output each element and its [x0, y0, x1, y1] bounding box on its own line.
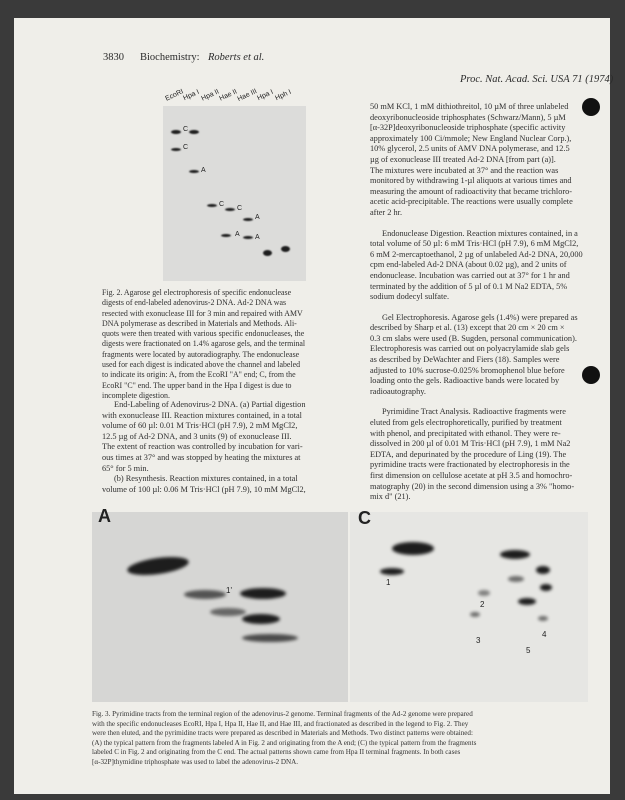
- tract-spot: [240, 588, 286, 599]
- right-column-text: 50 mM KCl, 1 mM dithiothreitol, 10 µM of three unlabeled deoxyribonucleoside triphosphates (Schwarz/Mann), 5 µM [α-32P]deoxyribonucleoside triphosphate (specific activity approximately 100 Ci/mmole; New England Nuclear Corp.), 10% glycerol, 2.5 units of AMV DNA polymerase, and 12.5 µg of exonuclease III treated Ad-2 DNA [from part (a)]. The mixtures were incubated at 37° and the reaction was monitored by withdrawing 1-µl aliquots at various times and measuring the amount of radioactivity that became trichloro- acetic acid-precipitable. The reactions were usually complete after 2 hr. Endonuclease Digestion. Reaction mixtures contained, in a total volume of 50 µl: 6 mM Tris·HCl (pH 7.9), 6 mM MgCl2, 6 mM 2-mercaptoethanol, 2 µg of unlabeled Ad-2 DNA, 20,000 cpm end-labeled Ad-2 DNA (about 0.02 µg), and 2 units of endonuclease. Incubation was carried out at 37° for 1 hr and terminated by the addition of 5 µl of 0.1 M Na2 EDTA, 5% sodium dodecyl sulfate. Gel Electrophoresis. Agarose gels (1.4%) were prepared as described by Sharp et al. (13) except that 20 cm × 20 cm × 0.3 cm slabs were used (B. Sugden, personal communication). Electrophoresis was carried out on polyacrylamide slab gels as described by DeWachter and Fiers (18). Samples were adjusted to 10% sucrose-0.025% bromophenol blue before loading onto the gels. Radioactive bands were located by radioautography. Pyrimidine Tract Analysis. Radioactive fragments were eluted from gels electrophoretically, purified by treatment with phenol, and precipitated with ethanol. They were re- dissolved in 200 µl of 0.01 M Tris·HCl (pH 7.9), 1 mM Na2 EDTA, and depurinated by the procedure of Ling (19). The pyrimidine tracts were fractionated by electrophoresis in the first dimension on cellulose acetate at pH 3.5 and homochro- matography (20) in the second dimension using a 3% "homo- mix d" (21).: [370, 102, 583, 502]
- spot-label: 3: [476, 636, 481, 645]
- lane-label: Hpa I: [256, 88, 275, 103]
- page-content: [20, 0, 612, 800]
- band-label: A: [235, 231, 240, 238]
- band-label: C: [183, 126, 189, 133]
- paragraph-line: 65° for 5 min.: [102, 463, 149, 473]
- lane-label: Hae II: [218, 88, 239, 103]
- tract-spot: [242, 614, 280, 624]
- band-label: C: [219, 201, 225, 208]
- lane-label: Hpa I: [182, 88, 201, 103]
- fig3-caption: Fig. 3. Pyrimidine tracts from the terminal region of the adenovirus-2 genome. Terminal fragments of the Ad-2 genome were prepared with the specific endonucleases EcoRI, Hpa I, Hpa II, Hae II, and Hae III, and fractionated as described in the legend to Fig. 2. They were then eluted, and the pyrimidine tracts were prepared as described in Materials and Methods. Two distinct patterns were obtained: (A) the typical pattern from the fragments labeled A in Fig. 2 and originating from the A end; (C) the typical pattern from the fragments labeled C in Fig. 2 and originating from the C end. The actual patterns shown came from Hpa II terminal fragments. In both cases [α-32P]thymidine triphosphate was used to label the adenovirus-2 DNA.: [92, 710, 477, 766]
- running-authors: Roberts et al.: [208, 52, 265, 63]
- tract-spot: [470, 612, 480, 617]
- gel-band: [263, 250, 272, 256]
- gel-band: [207, 204, 217, 207]
- page-number: 3830: [103, 52, 124, 63]
- gel-image: [163, 106, 306, 281]
- tract-spot: [126, 554, 190, 578]
- band-label: A: [201, 167, 206, 174]
- spot-label: 4: [542, 630, 547, 639]
- tract-spot: [500, 550, 530, 559]
- tract-spot: [392, 542, 434, 555]
- gel-band: [243, 236, 253, 239]
- band-label: C: [237, 205, 243, 212]
- band-label: A: [255, 234, 260, 241]
- running-title: Biochemistry:: [140, 52, 200, 63]
- spot-label: 2: [480, 600, 485, 609]
- fig3-panel-c: [350, 512, 588, 702]
- gel-band: [171, 130, 181, 134]
- paragraph-line: The extent of reaction was controlled by incubation for vari-: [102, 442, 303, 452]
- gel-band: [171, 148, 181, 151]
- paragraph-line: volume of 60 µl: 0.01 M Tris·HCl (pH 7.9), 2 mM MgCl2,: [102, 421, 298, 431]
- tract-spot: [242, 634, 298, 642]
- left-column-text: [102, 400, 306, 495]
- paragraph-line: volume of 100 µl: 0.06 M Tris·HCl (pH 7.9), 10 mM MgCl2,: [102, 484, 306, 494]
- tract-spot: [538, 616, 548, 621]
- fig2-caption: Fig. 2. Agarose gel electrophoresis of specific endonuclease digests of end-labeled adenovirus-2 DNA. Ad-2 DNA was resected with exonuclease III for 3 min and repaired with AMV DNA polymerase as described in Materials and Methods. Ali- quots were then treated with various specific endonucleases, the digests were fractionated on 1.4% agarose gels, and the terminal fragments were located by autoradiography. The endonuclease used for each digest is indicated above the channel and labeled to indicate its origin: A, from the EcoRI "A" end; C, from the EcoRI "C" end. The upper band in the Hpa I digest is due to incomplete digestion.: [102, 288, 306, 400]
- gel-band: [221, 234, 231, 237]
- spot-label: 5: [526, 646, 531, 655]
- tract-spot: [518, 598, 536, 605]
- gel-band: [225, 208, 235, 211]
- tract-spot: [184, 590, 226, 599]
- gel-band: [281, 246, 290, 252]
- spot-label: 1': [226, 586, 232, 595]
- journal-citation: Proc. Nat. Acad. Sci. USA 71 (1974): [460, 74, 614, 85]
- lane-label: EcoRI: [164, 88, 185, 103]
- tract-spot: [536, 566, 550, 574]
- lane-label: Hph I: [274, 88, 293, 103]
- fig3-panel-a: [92, 512, 348, 702]
- gel-band: [243, 218, 253, 221]
- lane-label: Hpa II: [200, 88, 221, 103]
- panel-a-label: A: [98, 506, 111, 526]
- paragraph-line: ous times at 37° and was stopped by heating the mixtures at: [102, 452, 301, 462]
- gel-band: [189, 170, 199, 173]
- lane-label: Hae III: [236, 87, 259, 104]
- panel-c-label: C: [358, 508, 371, 528]
- spot-label: 1: [386, 578, 391, 587]
- paragraph-line: with exonuclease III. Reaction mixtures contained, in a total: [102, 410, 302, 420]
- tract-spot: [478, 590, 490, 596]
- band-label: A: [255, 214, 260, 221]
- fig2-gel: [163, 87, 306, 282]
- tract-spot: [508, 576, 524, 582]
- paragraph-line: (b) Resynthesis. Reaction mixtures contained, in a total: [114, 474, 298, 484]
- tract-spot: [540, 584, 552, 591]
- tract-spot: [380, 568, 404, 575]
- paragraph-line: End-Labeling of Adenovirus-2 DNA. (a) Partial digestion: [114, 400, 306, 409]
- paragraph-line: 12.5 µg of Ad-2 DNA, and 3 units (9) of exonuclease III.: [102, 431, 292, 441]
- gel-band: [189, 130, 199, 134]
- tract-spot: [210, 608, 246, 616]
- band-label: C: [183, 144, 189, 151]
